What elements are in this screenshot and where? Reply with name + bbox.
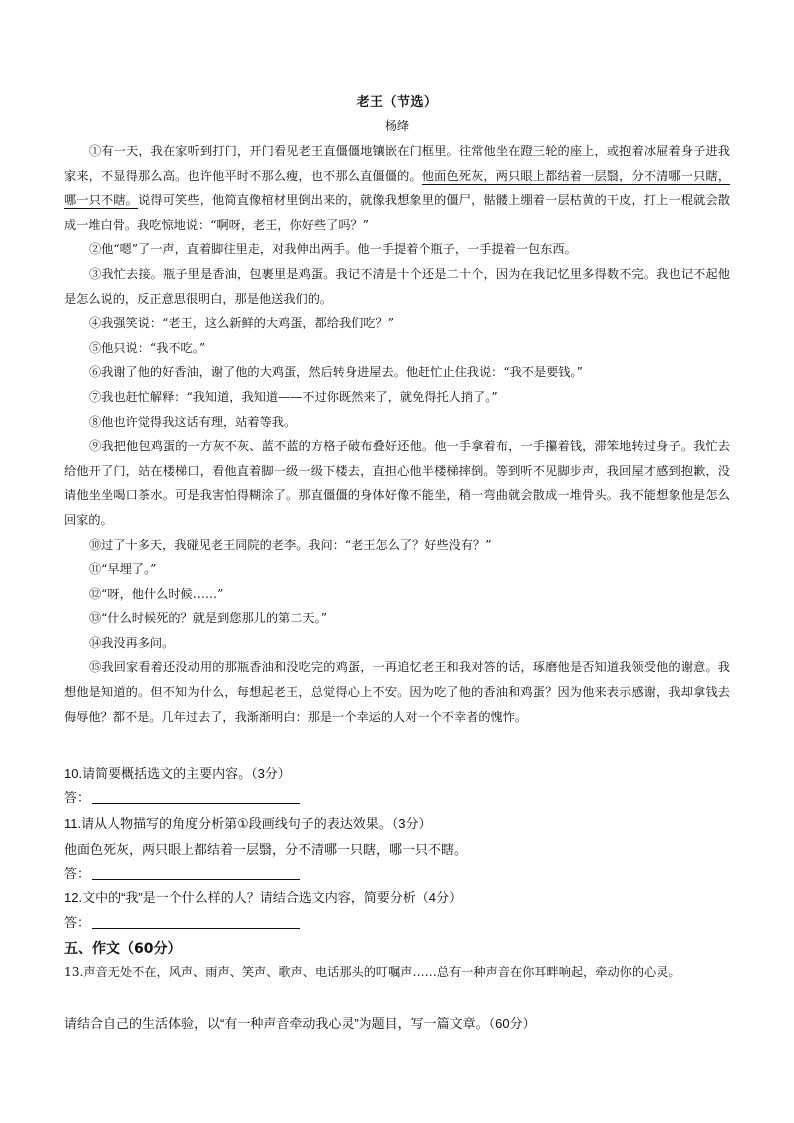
answer-blank[interactable] (92, 867, 300, 880)
paragraph-2: ②他“嗯”了一声，直着脚往里走，对我伸出两手。他一手提着个瓶子，一手提着一包东西。 (89, 242, 577, 257)
paragraph-1 (64, 139, 730, 237)
answer-blank[interactable] (92, 791, 300, 804)
answer-line-10 (64, 789, 734, 807)
paragraph-13: ⑬“什么时候死的？就是到您那儿的第二天。” (89, 611, 327, 626)
answer-label: 答： (64, 866, 91, 881)
passage-body (64, 139, 730, 729)
paragraph-3: ③我忙去接。瓶子里是香油，包裹里是鸡蛋。我记不清是十个还是二十个，因为在我记忆里多得数不完。我也记不起他是怎么说的，反正意思很明白，那是他送我们的。 (64, 266, 730, 306)
question-11-quote: 他面色死灰，两只眼上都结着一层翳，分不清哪一只瞎，哪一只不瞎。 (64, 842, 468, 857)
question-10: 10.请简要概括选文的主要内容。（3分） (64, 766, 291, 781)
passage-author: 杨绛 (384, 119, 409, 133)
question-12: 12.文中的“我”是一个什么样的人？请结合选文内容，简要分析（4分） (64, 890, 462, 905)
answer-line-11 (64, 865, 734, 883)
underlined-sentence: 他面色死灰，两只眼上都结着一层翳，分不清哪一只瞎，哪一只不瞎。 (64, 168, 731, 208)
paragraph-9: ⑨我把他包鸡蛋的一方灰不灰、蓝不蓝的方格子破布叠好还他。他一手拿着布，一手攥着钱，滞笨地转过身子。我忙去给他开了门，站在楼梯口，看他直着脚一级一级下楼去，直担心他半楼梯摔倒。等到听不见脚步声，我回屋才感到抱歉，没请他坐坐喝口茶水。可是我害怕得糊涂了。那直僵僵的身体好像不能坐，稍一弯曲就会散成一堆骨头。我不能想象他是怎么回家的。 (64, 439, 730, 527)
question-11: 11.请从人物描写的角度分析第①段画线句子的表达效果。（3分） (64, 816, 432, 831)
question-13-instruction: 请结合自己的生活体验，以“有一种声音牵动我心灵”为题目，写一篇文章。（60分） (64, 1016, 536, 1031)
answer-label: 答： (64, 790, 91, 805)
question-13-prompt: 13.声音无处不在，风声、雨声、笑声、歌声、电话那头的叮嘱声……总有一种声音在你耳畔响起，牵动你的心灵。 (64, 965, 681, 979)
paragraph-7: ⑦我也赶忙解释：“我知道，我知道——不过你既然来了，就免得托人捎了。” (89, 389, 498, 404)
paragraph-6: ⑥我谢了他的好香油，谢了他的大鸡蛋，然后转身进屋去。他赶忙止住我说：“我不是要钱。” (89, 365, 583, 380)
answer-line-12 (64, 914, 734, 932)
paragraph-1-text-end: 说得可笑些，他简直像棺材里倒出来的，就像我想象里的僵尸，骷髅上绷着一层枯黄的干皮，打上一棍就会散成一堆白骨。我吃惊地说：“啊呀，老王，你好些了吗？” (64, 193, 731, 232)
answer-label: 答： (64, 915, 91, 930)
paragraph-15: ⑮我回家看着还没动用的那瓶香油和没吃完的鸡蛋，一再追忆老王和我对答的话，琢磨他是否知道我领受他的谢意。我想他是知道的。但不知为什么，每想起老王，总觉得心上不安。因为吃了他的香油和鸡蛋？因为他来表示感谢，我却拿钱去侮辱他？都不是。几年过去了，我渐渐明白：那是一个幸运的人对一个不幸者的愧怍。 (64, 660, 730, 724)
paragraph-1-text: ①有一天，我在家听到打门，开门看见老王直僵僵地镶嵌在门框里。往常他坐在蹬三轮的座上，或抱着冰屉着身子进我家来，不显得那么高。也许他平时不那么瘦，也不那么直僵僵的。 (64, 144, 730, 183)
section-heading-composition: 五、作文（60分） (64, 941, 182, 957)
paragraph-5: ⑤他只说：“我不吃。” (89, 340, 206, 355)
paragraph-4: ④我强笑说：“老王，这么新鲜的大鸡蛋，都给我们吃？” (89, 316, 394, 331)
paragraph-10: ⑩过了十多天，我碰见老王同院的老李。我问：“老王怎么了？好些没有？” (89, 537, 492, 552)
paragraph-12: ⑫“呀，他什么时候……” (89, 586, 224, 601)
passage-title: 老王（节选） (356, 95, 438, 110)
paragraph-14: ⑭我没再多问。 (89, 635, 175, 650)
paragraph-11: ⑪“早埋了。” (89, 562, 157, 577)
paragraph-8: ⑧他也许觉得我这话有理，站着等我。 (89, 414, 297, 429)
answer-blank[interactable] (92, 916, 300, 929)
